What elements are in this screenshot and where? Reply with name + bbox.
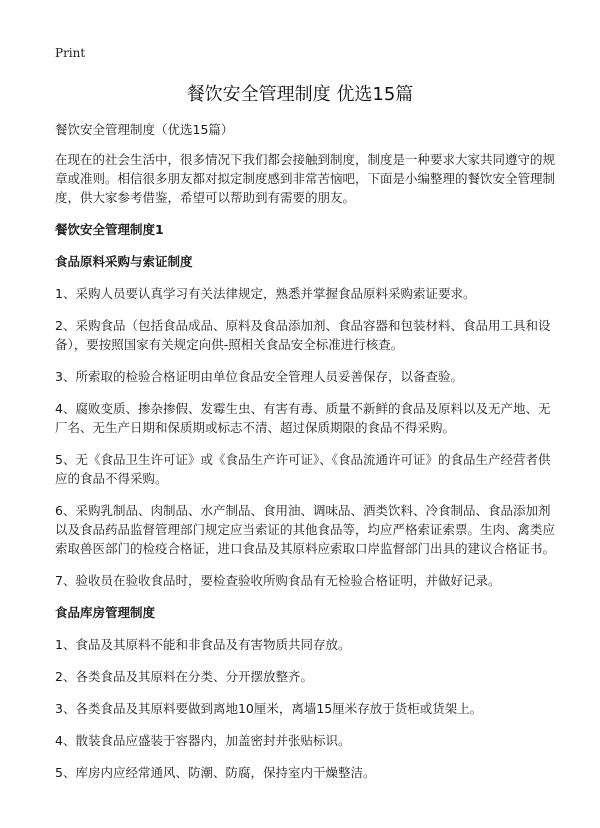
storage-item: 1、食品及其原料不能和非食品及有害物质共同存放。 (55, 637, 351, 652)
procurement-item: 7、验收员在验收食品时，要检查验收所购食品有无检验合格证明，并做好记录。 (55, 573, 501, 588)
procurement-item: 6、采购乳制品、肉制品、水产制品、食用油、调味品、酒类饮料、冷食制品、食品添加剂以及食品药品监督管理部门规定应当索证的其他食品等，均应严格索证索票。生肉、禽类应索取兽医部门的检疫合格证，进口食品及其原料应索取口岸监督部门出具的建议合格证书。 (55, 503, 556, 556)
storage-heading: 食品库房管理制度 (55, 605, 156, 620)
storage-item: 3、各类食品及其原料要做到离地10厘米，离墙15厘米存放于货柜或货架上。 (55, 701, 483, 716)
procurement-item: 1、采购人员要认真学习有关法律规定，熟悉并掌握食品原料采购索证要求。 (55, 286, 476, 301)
intro-paragraph: 在现在的社会生活中，很多情况下我们都会接触到制度，制度是一种要求大家共同遵守的规章或准则。相信很多朋友都对拟定制度感到非常苦恼吧，下面是小编整理的餐饮安全管理制度，供大家参考借鉴，希望可以帮助到有需要的朋友。 (55, 152, 556, 205)
storage-item: 5、库房内应经常通风、防潮、防腐，保持室内干燥整洁。 (55, 765, 376, 780)
procurement-item: 2、采购食品（包括食品成品、原料及食品添加剂、食品容器和包装材料、食品用工具和设备），要按照国家有关规定向供-照相关食品安全标准进行核查。 (55, 318, 551, 352)
page-title: 餐饮安全管理制度 优选15篇 (186, 84, 414, 105)
procurement-item: 3、所索取的检验合格证明由单位食品安全管理人员妥善保存，以备查验。 (55, 369, 463, 384)
document-subtitle: 餐饮安全管理制度（优选15篇） (55, 122, 234, 137)
print-link[interactable]: Print (55, 46, 86, 60)
storage-item: 4、散装食品应盛装于容器内，加盖密封并张贴标识。 (55, 733, 351, 748)
procurement-item: 5、无《食品卫生许可证》或《食品生产许可证》、《食品流通许可证》的食品生产经营者供应的食品不得采购。 (55, 452, 551, 486)
section-heading-1: 餐饮安全管理制度1 (55, 222, 164, 237)
procurement-item: 4、腐败变质、掺杂掺假、发霉生虫、有害有毒、质量不新鲜的食品及原料以及无产地、无厂名、无生产日期和保质期或标志不清、超过保质期限的食品不得采购。 (55, 401, 551, 435)
procurement-heading: 食品原料采购与索证制度 (55, 254, 193, 269)
storage-item: 2、各类食品及其原料在分类、分开摆放整齐。 (55, 669, 313, 684)
document-body (55, 120, 555, 795)
